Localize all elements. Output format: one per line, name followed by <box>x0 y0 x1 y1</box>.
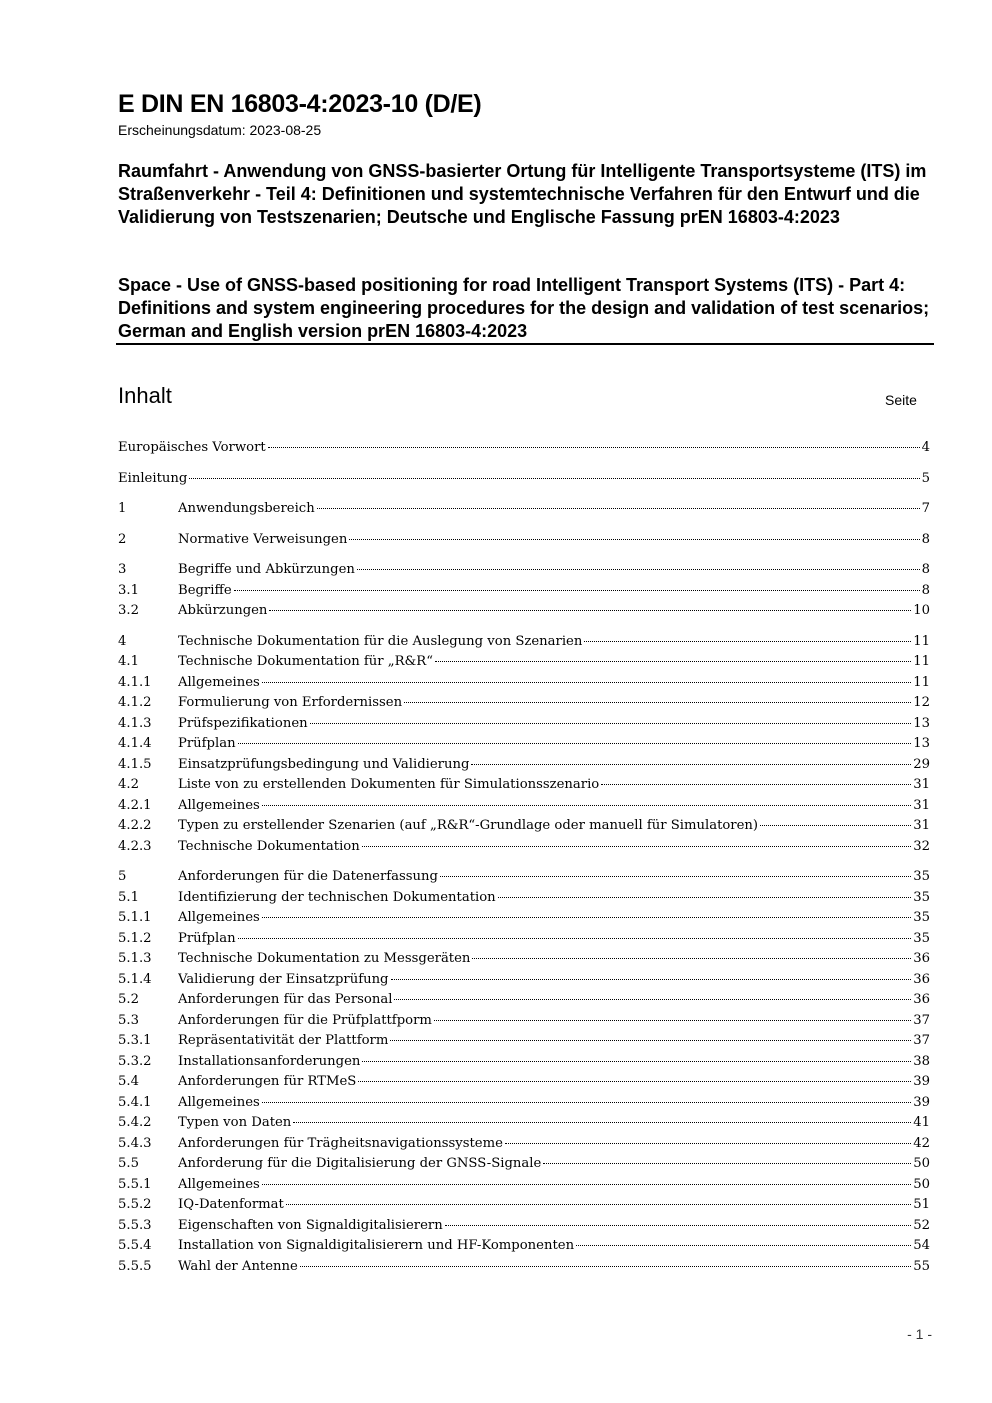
toc-entry-page: 35 <box>913 930 930 946</box>
toc-dot-leader <box>472 957 911 959</box>
toc-dot-leader <box>317 507 920 509</box>
toc-entry-title: Wahl der Antenne <box>178 1258 298 1274</box>
title-english: Space - Use of GNSS-based positioning for road Intelligent Transport Systems (ITS) - Part 4: Definitions and system engineering procedures for the design and validation of test scenarios; German and English version prEN 16803-4:2023 <box>118 275 930 341</box>
toc-entry-page: 42 <box>913 1135 930 1151</box>
toc-entry-page: 31 <box>913 818 930 833</box>
toc-entry[interactable] <box>118 583 930 604</box>
toc-entry[interactable] <box>118 1115 930 1136</box>
toc-entry-number: 5.4.3 <box>118 1135 152 1151</box>
toc-entry-number: 5.3.2 <box>118 1053 152 1069</box>
toc-entry-number: 5.2 <box>118 992 139 1007</box>
toc-entry-page: 4 <box>921 440 930 455</box>
toc-entry-number: 3 <box>118 562 127 577</box>
toc-entry-title: Technische Dokumentation zu Messgeräten <box>178 951 471 966</box>
toc-entry-number: 4.1.1 <box>118 674 152 690</box>
toc-entry[interactable] <box>118 716 930 737</box>
toc-dot-leader <box>543 1162 911 1164</box>
toc-entry-page: 55 <box>913 1258 930 1274</box>
toc-dot-leader <box>238 937 912 939</box>
toc-entry[interactable] <box>118 972 930 993</box>
toc-entry-title: Normative Verweisungen <box>178 531 348 547</box>
toc-entry-number: 4.1.5 <box>118 756 152 772</box>
toc-entry[interactable] <box>118 1054 930 1075</box>
toc-entry-title: Installationsanforderungen <box>178 1053 361 1069</box>
toc-dot-leader <box>189 477 919 479</box>
toc-dot-leader <box>262 1101 911 1103</box>
toc-dot-leader <box>238 742 912 744</box>
toc-dot-leader <box>498 896 912 898</box>
toc-entry-title: Anforderungen für Trägheitsnavigationssysteme <box>178 1135 503 1151</box>
toc-entry-number: 3.2 <box>118 603 139 618</box>
toc-entry[interactable] <box>118 695 930 716</box>
toc-entry-number: 4.1.3 <box>118 715 152 731</box>
toc-entry-number: 4 <box>118 633 127 649</box>
toc-entry-title: Typen von Daten <box>178 1115 292 1130</box>
toc-entry[interactable] <box>118 675 930 696</box>
toc-entry-number: 2 <box>118 531 127 547</box>
toc-entry[interactable] <box>118 736 930 757</box>
toc-entry[interactable] <box>118 818 930 839</box>
toc-entry-number: 5.1.4 <box>118 971 152 987</box>
toc-entry-page: 36 <box>913 971 930 987</box>
toc-entry-page: 36 <box>913 951 930 966</box>
toc-dot-leader <box>357 568 920 570</box>
toc-dot-leader <box>358 1080 911 1082</box>
toc-entry-title: Repräsentativität der Plattform <box>178 1033 389 1048</box>
toc-entry-page: 35 <box>913 910 930 925</box>
toc-dot-leader <box>362 845 911 847</box>
toc-dot-leader <box>471 763 911 765</box>
toc-entry-number: 5 <box>118 869 127 884</box>
toc-entry-number: 5.5.5 <box>118 1258 152 1274</box>
title-german: Raumfahrt - Anwendung von GNSS-basierter Ortung für Intelligente Transportsysteme (ITS) im Straßenverkehr - Teil 4: Definitionen und systemtechnische Verfahren für den Entwurf und die Validierung von Testszenarien; Deutsche und Englische Fassung prEN 16803-4:2023 <box>118 161 927 227</box>
toc-dot-leader <box>262 1183 911 1185</box>
toc-entry[interactable] <box>118 931 930 952</box>
toc-heading: Inhalt <box>118 383 172 408</box>
toc-entry-page: 37 <box>913 1012 930 1028</box>
toc-entry[interactable] <box>118 869 930 890</box>
toc-dot-leader <box>300 1265 911 1267</box>
toc-entry[interactable] <box>118 1013 930 1034</box>
toc-dot-leader <box>362 1060 911 1062</box>
toc-entry[interactable] <box>118 471 930 492</box>
toc-dot-leader <box>262 804 911 806</box>
toc-dot-leader <box>584 640 911 642</box>
toc-entry-title: Einleitung <box>118 470 188 486</box>
toc-entry-number: 5.1.1 <box>118 910 152 925</box>
toc-dot-leader <box>760 824 911 826</box>
toc-entry-number: 4.2.2 <box>118 818 152 833</box>
toc-entry-number: 5.5.1 <box>118 1176 152 1192</box>
toc-entry[interactable] <box>118 1238 930 1259</box>
toc-entry-page: 10 <box>913 603 930 618</box>
toc-entry-number: 3.1 <box>118 582 139 598</box>
toc-entry[interactable] <box>118 951 930 972</box>
toc-entry-title: Liste von zu erstellenden Dokumenten für Simulationsszenario <box>178 777 600 792</box>
toc-entry-title: Eigenschaften von Signaldigitalisierern <box>178 1217 443 1233</box>
toc-entry[interactable] <box>118 1259 930 1280</box>
toc-entry[interactable] <box>118 562 930 583</box>
toc-entry-page: 39 <box>913 1094 930 1110</box>
toc-entry-page: 12 <box>913 695 930 710</box>
toc-entry-page: 39 <box>913 1074 930 1089</box>
toc-entry-title: Allgemeines <box>178 797 260 813</box>
toc-dot-leader <box>445 1224 912 1226</box>
toc-entry-number: 5.5.3 <box>118 1217 152 1233</box>
toc-dot-leader <box>390 1039 911 1041</box>
toc-entry-title: Anforderungen für das Personal <box>178 992 393 1007</box>
toc-entry[interactable] <box>118 1177 930 1198</box>
toc-entry[interactable] <box>118 1074 930 1095</box>
toc-dot-leader <box>601 783 911 785</box>
toc-dot-leader <box>391 978 912 980</box>
toc-entry-title: Begriffe und Abkürzungen <box>178 562 355 577</box>
document-id: E DIN EN 16803-4:2023-10 (D/E) <box>118 90 482 118</box>
toc-dot-leader <box>262 916 911 918</box>
toc-entry-page: 54 <box>913 1238 930 1253</box>
toc-entry-title: Typen zu erstellender Szenarien (auf „R&R“-Grundlage oder manuell für Simulatoren) <box>178 818 759 833</box>
toc-entry[interactable] <box>118 1156 930 1177</box>
toc-entry-page: 35 <box>913 889 930 905</box>
toc-dot-leader <box>505 1142 911 1144</box>
toc-dot-leader <box>394 998 911 1000</box>
toc-entry-page: 13 <box>913 736 930 751</box>
toc-entry[interactable] <box>118 654 930 675</box>
toc-entry-number: 5.5.2 <box>118 1197 152 1212</box>
toc-entry-number: 5.3.1 <box>118 1033 152 1048</box>
table-of-contents <box>118 440 930 1279</box>
toc-entry-number: 4.1 <box>118 654 139 669</box>
toc-entry-title: Begriffe <box>178 582 232 598</box>
toc-entry-title: Identifizierung der technischen Dokumentation <box>178 889 496 905</box>
toc-entry-page: 37 <box>913 1033 930 1048</box>
toc-dot-leader <box>262 681 911 683</box>
toc-dot-leader <box>269 609 911 611</box>
title-divider <box>116 343 934 345</box>
toc-dot-leader <box>268 446 920 448</box>
toc-entry-number: 4.2 <box>118 777 139 792</box>
toc-entry-number: 5.1.2 <box>118 930 152 946</box>
toc-dot-leader <box>310 722 912 724</box>
toc-entry-page: 8 <box>921 582 930 598</box>
toc-entry[interactable] <box>118 777 930 798</box>
toc-entry-title: Installation von Signaldigitalisierern und HF-Komponenten <box>178 1238 575 1253</box>
toc-entry-page: 36 <box>913 992 930 1007</box>
toc-entry-title: Technische Dokumentation für „R&R“ <box>178 654 433 669</box>
toc-entry[interactable] <box>118 1095 930 1116</box>
toc-entry[interactable] <box>118 532 930 553</box>
toc-entry-number: 4.2.3 <box>118 838 152 854</box>
toc-entry-page: 13 <box>913 715 930 731</box>
toc-entry[interactable] <box>118 1218 930 1239</box>
toc-entry-title: Anwendungsbereich <box>178 501 315 516</box>
toc-entry[interactable] <box>118 798 930 819</box>
toc-entry-page: 51 <box>913 1197 930 1212</box>
toc-entry-number: 4.1.2 <box>118 695 152 710</box>
toc-entry-page: 32 <box>913 838 930 854</box>
toc-entry-title: Technische Dokumentation für die Auslegung von Szenarien <box>178 633 583 649</box>
toc-entry-page: 50 <box>913 1176 930 1192</box>
toc-dot-leader <box>234 589 920 591</box>
toc-entry-page: 8 <box>921 562 930 577</box>
toc-entry[interactable] <box>118 992 930 1013</box>
toc-dot-leader <box>435 660 911 662</box>
toc-entry-number: 5.3 <box>118 1012 139 1028</box>
toc-dot-leader <box>576 1244 911 1246</box>
toc-entry-number: 5.1 <box>118 889 139 905</box>
toc-entry-page: 11 <box>913 654 930 669</box>
toc-entry[interactable] <box>118 757 930 778</box>
toc-entry[interactable] <box>118 440 930 461</box>
toc-entry-title: Europäisches Vorwort <box>118 440 266 455</box>
toc-entry-title: Prüfspezifikationen <box>178 715 308 731</box>
toc-entry[interactable] <box>118 603 930 624</box>
toc-entry-number: 1 <box>118 501 127 516</box>
publication-date: Erscheinungsdatum: 2023-08-25 <box>118 122 322 138</box>
toc-entry-page: 5 <box>921 470 930 486</box>
toc-entry-title: Einsatzprüfungsbedingung und Validierung <box>178 756 470 772</box>
toc-entry[interactable] <box>118 890 930 911</box>
toc-dot-leader <box>349 538 919 540</box>
page-number: - 1 - <box>907 1326 932 1342</box>
toc-entry-page: 31 <box>913 777 930 792</box>
toc-entry-title: Anforderungen für die Prüfplattfporm <box>178 1012 432 1028</box>
toc-entry[interactable] <box>118 501 930 522</box>
toc-entry-number: 5.5.4 <box>118 1238 152 1253</box>
toc-entry-title: Anforderungen für RTMeS <box>178 1074 357 1089</box>
toc-entry[interactable] <box>118 1136 930 1157</box>
toc-entry-page: 11 <box>913 674 930 690</box>
toc-entry-page: 50 <box>913 1156 930 1171</box>
toc-entry-number: 5.4.1 <box>118 1094 152 1110</box>
toc-entry-page: 35 <box>913 869 930 884</box>
toc-entry-title: Allgemeines <box>178 674 260 690</box>
toc-entry-title: Validierung der Einsatzprüfung <box>178 971 389 987</box>
toc-entry-number: 4.2.1 <box>118 797 152 813</box>
toc-dot-leader <box>293 1121 911 1123</box>
toc-page-column-label: Seite <box>885 392 917 408</box>
toc-entry-title: Abkürzungen <box>178 603 268 618</box>
toc-entry-number: 5.5 <box>118 1156 139 1171</box>
toc-entry-title: Prüfplan <box>178 930 236 946</box>
toc-entry[interactable] <box>118 839 930 860</box>
toc-entry-title: Allgemeines <box>178 910 260 925</box>
toc-entry-page: 29 <box>913 756 930 772</box>
toc-entry-number: 5.4 <box>118 1074 139 1089</box>
toc-entry-number: 5.4.2 <box>118 1115 152 1130</box>
toc-dot-leader <box>434 1019 911 1021</box>
toc-entry-title: Prüfplan <box>178 736 236 751</box>
toc-dot-leader <box>404 701 911 703</box>
toc-entry-page: 41 <box>913 1115 930 1130</box>
toc-entry-title: IQ-Datenformat <box>178 1197 284 1212</box>
toc-entry-title: Allgemeines <box>178 1176 260 1192</box>
toc-entry-title: Formulierung von Erfordernissen <box>178 695 403 710</box>
toc-entry-page: 11 <box>913 633 930 649</box>
toc-entry[interactable] <box>118 1197 930 1218</box>
toc-entry-title: Anforderung für die Digitalisierung der GNSS-Signale <box>178 1156 542 1171</box>
toc-entry-page: 52 <box>913 1217 930 1233</box>
toc-entry-page: 38 <box>913 1053 930 1069</box>
toc-entry-page: 8 <box>921 531 930 547</box>
toc-entry[interactable] <box>118 634 930 655</box>
toc-dot-leader <box>286 1203 911 1205</box>
toc-entry[interactable] <box>118 910 930 931</box>
toc-entry-title: Anforderungen für die Datenerfassung <box>178 869 438 884</box>
toc-entry-number: 4.1.4 <box>118 736 152 751</box>
toc-entry-title: Technische Dokumentation <box>178 838 360 854</box>
toc-entry-number: 5.1.3 <box>118 951 152 966</box>
toc-dot-leader <box>440 875 911 877</box>
toc-entry-page: 7 <box>921 501 930 516</box>
toc-entry-title: Allgemeines <box>178 1094 260 1110</box>
toc-entry[interactable] <box>118 1033 930 1054</box>
toc-entry-page: 31 <box>913 797 930 813</box>
